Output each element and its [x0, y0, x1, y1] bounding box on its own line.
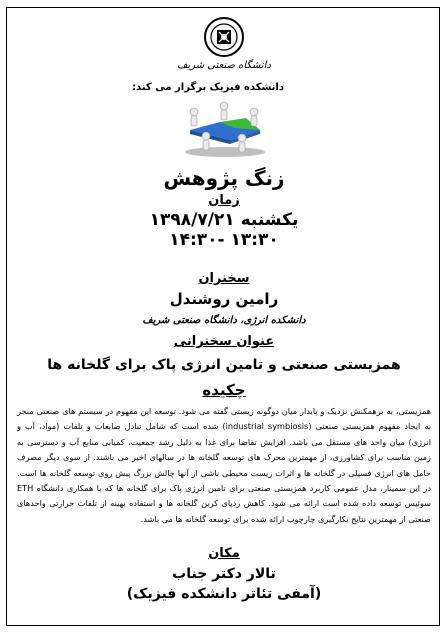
event-time: ۱۳:۳۰ -۱۴:۳۰ — [169, 230, 279, 250]
university-logo-icon — [186, 16, 262, 58]
speaker-label: سخنران — [198, 271, 250, 286]
organizer-text: دانشکده فیزیک برگزار می کند: — [132, 82, 284, 93]
talk-title-label: عنوان سخنرانی — [173, 334, 275, 349]
speaker-affiliation: دانشکده انرژی، دانشگاه صنعتی شریف — [142, 315, 306, 326]
event-title: زنگ پژوهش — [163, 166, 285, 190]
puzzle-teamwork-image — [176, 100, 274, 158]
venue-detail: (آمفی تئاتر دانشکده فیزیک) — [126, 586, 322, 602]
venue-name: تالار دکتر جناب — [172, 566, 276, 582]
event-date: یکشنبه ۱۳۹۸/۷/۲۱ — [149, 210, 299, 230]
abstract-text: همزیستی، به برهمکنش نزدیک و پایدار میان دوگونه زیستی گفته می شود. توسعه این مفهوم در سیستم های صنعتی منجر به ایجاد مفهوم همزیستی صنعتی (industrial symbiosis) شده است که شامل تبادل ضایعات و تلفات (مواد، آب و انرژی) میان واحد های مستقل می باشد. افزایش تقاضا برای غذا به دلیل رشد جمعیت، کمیابی منابع آب و دسترسی به زمین مناسب برای کشاورزی، از مهمترین محرک های توسعه گلخانه ها در سالهای اخیر می باشند. از سوی دیگر مصرف حامل های انرژی فسیلی در گلخانه ها و اثرات زیست محیطی ناشی از آنها چالش بزرگ پیش روی توسعه گلخانه ها است. در این سمینار، مدل عمومی کاربرد همزیستی صنعتی برای تامین انرژی پاک برای گلخانه ها که با همکاری دانشگاه ETH سوئیس توسعه داده شده است ارائه می شود. کاهش ردپای کربن گلخانه ها و استفاده بهینه از تلفات حرارتی واحدهای صنعتی از مهمترین نتایج بکارگیری چارچوب ارائه شده برای توسعه گلخانه ها می باشد. — [17, 406, 431, 524]
logo-caption: دانشگاه صنعتی شریف — [177, 60, 271, 71]
time-label: زمان — [208, 193, 240, 208]
speaker-name: رامین روشندل — [169, 290, 279, 308]
venue-label: مکان — [208, 546, 240, 561]
abstract-label: چکیده — [202, 381, 246, 399]
talk-title: همزیستی صنعتی و تامین انرژی پاک برای گلخانه ها — [47, 357, 401, 373]
